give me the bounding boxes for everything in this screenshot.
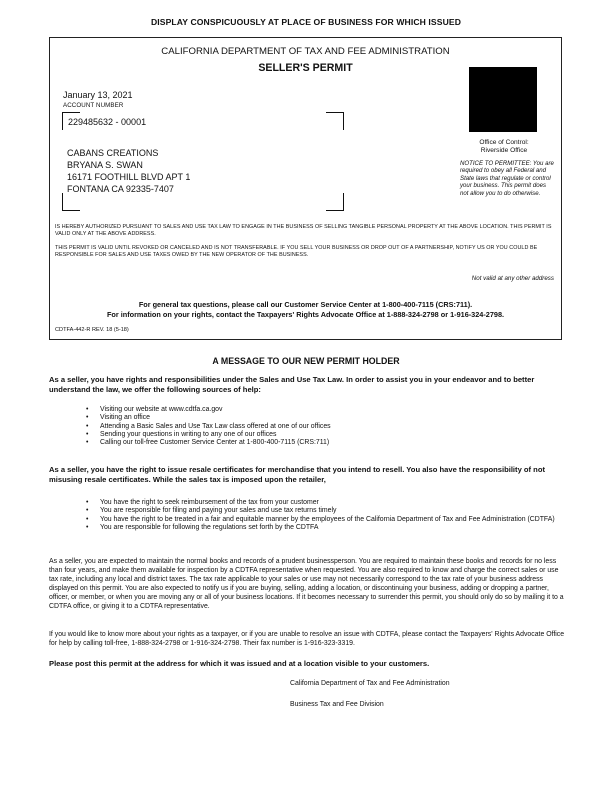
owner-name: BRYANA S. SWAN xyxy=(67,160,143,170)
street-address: 16171 FOOTHILL BLVD APT 1 xyxy=(67,172,191,182)
department-name: CALIFORNIA DEPARTMENT OF TAX AND FEE ADMINISTRATION xyxy=(161,46,450,57)
form-number: CDTFA-442-R REV. 18 (5-18) xyxy=(55,327,129,333)
taxpayer-rights-line: For information on your rights, contact the Taxpayers' Rights Advocate Office at 1-888-324-2798 or 1-916-324-2798. xyxy=(106,310,505,319)
office-of-control xyxy=(469,139,539,155)
list-item: • Visiting an office xyxy=(86,414,556,422)
customer-service-line: For general tax questions, please call our Customer Service Center at 1-800-400-7115 (CRS:711). xyxy=(138,300,473,309)
sellers-permit-card xyxy=(49,37,562,340)
city-state-zip: FONTANA CA 92335-7407 xyxy=(67,184,174,194)
account-number: 229485632 - 00001 xyxy=(68,117,147,127)
list-item: • Attending a Basic Sales and Use Tax Law class offered at one of our offices xyxy=(86,423,556,431)
list-item: • Sending your questions in writing to any one of our offices xyxy=(86,431,556,439)
office-of-control-value: Riverside Office xyxy=(480,147,528,155)
window-corner-bottom-right xyxy=(326,193,344,211)
advocate-paragraph: If you would like to know more about your rights as a taxpayer, or if you are unable to resolve an issue with CDTFA, please contact the Taxpayers' Rights Advocate Office for help by calling toll-free, 1-888-324-2798 or 1-916-324-2798. Their fax number is 1-916-323-3319. xyxy=(49,631,565,647)
signature-department: California Department of Tax and Fee Administration xyxy=(290,680,450,687)
redacted-block xyxy=(469,67,537,132)
list-item: • You have the right to be treated in a fair and equitable manner by the employees of the California Department of Tax and Fee Administration (CDTFA) xyxy=(86,516,556,524)
not-valid-note: Not valid at any other address xyxy=(471,275,554,282)
message-title: A MESSAGE TO OUR NEW PERMIT HOLDER xyxy=(212,356,400,366)
window-corner-top-left xyxy=(62,112,80,130)
authorization-text: IS HEREBY AUTHORIZED PURSUANT TO SALES AND USE TAX LAW TO ENGAGE IN THE BUSINESS OF SELLING TANGIBLE PERSONAL PROPERTY AT THE ABOVE LOCATION. THIS PERMIT IS VALID ONLY AT THE ABOVE ADDRESS. xyxy=(55,224,552,237)
post-instruction: Please post this permit at the address for which it was issued and at a location visible to your customers. xyxy=(49,659,430,668)
list-item: • You are responsible for filing and paying your sales and use tax returns timely xyxy=(86,507,556,515)
business-name: CABANS CREATIONS xyxy=(67,148,159,158)
display-banner: DISPLAY CONSPICUOUSLY AT PLACE OF BUSINESS FOR WHICH ISSUED xyxy=(150,17,462,27)
validity-text: THIS PERMIT IS VALID UNTIL REVOKED OR CANCELED AND IS NOT TRANSFERABLE. IF YOU SELL YOUR BUSINESS OR DROP OUT OF A PARTNERSHIP, NOTIFY US OR YOU COULD BE RESPONSIBLE FOR SALES AND USE TAXES OWED BY THE NEW OPERATOR OF THE BUSINESS. xyxy=(55,245,538,258)
seller-rights-list xyxy=(86,499,556,532)
list-item: • You have the right to seek reimbursement of the tax from your customer xyxy=(86,499,556,507)
notice-to-permittee: NOTICE TO PERMITTEE: You are required to obey all Federal and State laws that regulate or control your business. This permit does not allow you to do otherwise. xyxy=(460,160,554,197)
office-of-control-label: Office of Control: xyxy=(479,139,529,146)
resale-paragraph: As a seller, you have the right to issue resale certificates for merchandise that you intend to resell. You also have the responsibility of not misusing resale certificates. While the sales tax is imposed upon the retailer, xyxy=(49,465,545,485)
rights-intro: As a seller, you have rights and responsibilities under the Sales and Use Tax Law. In order to assist you in your endeavor and to better understand the law, we offer the following sources of help: xyxy=(49,375,535,395)
window-corner-bottom-left xyxy=(62,193,80,211)
issue-date: January 13, 2021 xyxy=(63,90,133,100)
account-number-label: ACCOUNT NUMBER xyxy=(63,102,124,109)
list-item: • Visiting our website at www.cdtfa.ca.gov xyxy=(86,406,556,414)
permit-title: SELLER'S PERMIT xyxy=(258,62,353,74)
records-paragraph: As a seller, you are expected to maintain the normal books and records of a prudent businessperson. You are required to maintain these books and records for no less than four years, and make them available for inspection by a CDTFA representative when requested. You are also required to know and charge the correct sales or use tax rate, including any local and district taxes. The tax rate applicable to your sales or use may not necessarily correspond to the tax rate of your business address displayed on this permit. You are also expected to notify us if you are buying, selling, adding a location, or discontinuing your business, adding or dropping a partner, officer, or member, or when you are moving any or all of your business locations. If it becomes necessary to surrender this permit, you should only do so by mailing it to a CDTFA office, or giving it to a CDTFA representative. xyxy=(49,558,564,610)
list-item: • Calling our toll-free Customer Service Center at 1-800-400-7115 (CRS:711) xyxy=(86,439,556,447)
signature-division: Business Tax and Fee Division xyxy=(290,701,384,708)
window-corner-top-right xyxy=(326,112,344,130)
help-sources-list xyxy=(86,406,556,447)
list-item: • You are responsible for following the regulations set forth by the CDTFA xyxy=(86,524,556,532)
